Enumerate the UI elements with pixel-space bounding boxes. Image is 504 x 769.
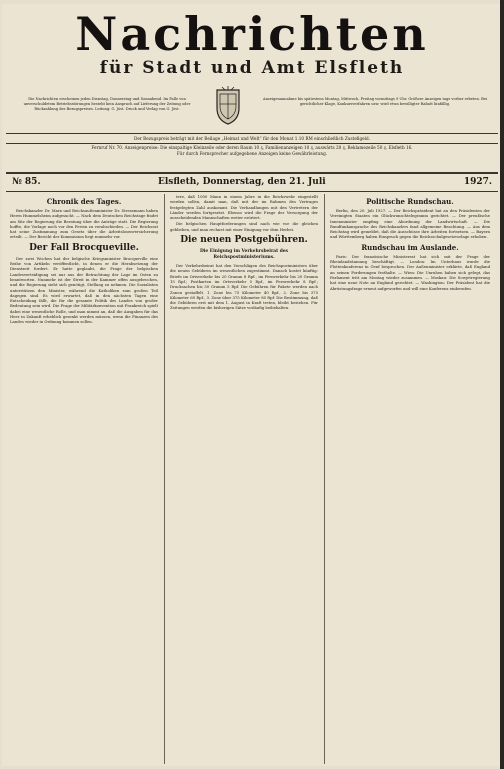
divider — [6, 143, 498, 144]
coat-of-arms-icon — [214, 86, 242, 126]
article-text: Reichskanzler Dr. Marx und Reichsaußenminister Dr. Stresemann haben Herrn Hummelsheim aufgesucht. — Nach dem Deutschen Reichstage findet am Sitz der Regierung die Beratung über die Anträge statt. Die Regierung hoffte, die Vorlage noch vor den Ferien zu verabschieden. — Der Reichsrat hat seine Zustimmung zum Gesetz über die Arbeitslosenversicherung erteilt. — Der Bericht der Kommission liegt nunmehr vor. — [10, 208, 158, 240]
subheadline-postgebuehren: Die Einigung im Verkehrsbeirat des Reichspostministeriums. — [199, 249, 289, 261]
advertising-rates: Fernruf Nr. 70. Anzeigenpreise: Die einspaltige Kleinzeile oder deren Raum 10 ₰, Familienanzeigen 10 ₰, auswärts 20 ₰, Reklamezeile 50 ₰. Elsfleth 16. — [91, 145, 413, 150]
dateline — [6, 175, 498, 189]
headline-rundschau-ausland: Rundschau im Auslande. — [361, 242, 459, 252]
column-1 — [10, 194, 158, 764]
article-text: Berlin, den 20. Juli 1927. — Der Reichspräsident hat an den Präsidenten der Vereinigten Staaten ein Glückwunschtelegramm gerichtet. — Der preußische Innenminister empfing eine Abordnung der Landwirtschaft. — Die Rundfunkansprache des Reichskanzlers fand allgemeine Beachtung. — Aus dem Reichstag wird gemeldet, daß die Ausschüsse ihre Arbeiten fortsetzen. — Bayern und Württemberg haben Einspruch gegen die Reichsschulgesetzvorlage erhoben. — [330, 208, 490, 240]
issue-place-date: Elsfleth, Donnerstag, den 21. Juli — [158, 177, 326, 187]
article-text: Die belgischen Hauptforderungen sind nach wie vor die gleichen geblieben, und man rechnet mit einer Einigung vor dem Herbst. — [170, 221, 318, 232]
article-text: Paris: Der französische Ministerrat hat sich mit der Frage der Rheinlandräumung beschäftigt. — London: Im Unterhaus wurde die Flottenkonferenz in Genf besprochen. Der Außenminister erklärte, daß England an seinen Forderungen festhalte. — Wien: Die Unruhen haben sich gelegt, das Parlament tritt am Montag wieder zusammen. — Moskau: Die Sowjetregierung hat eine neue Note an England gerichtet. — Washington: Der Präsident hat die Abrüstungsfrage erneut aufgeworfen und will eine Konferenz einberufen. — [330, 253, 490, 291]
headline-chronik: Chronik des Tages. — [46, 197, 122, 206]
headline-politische-rundschau: Politische Rundschau. — [366, 197, 454, 206]
masthead — [0, 8, 504, 78]
column-rule — [164, 194, 165, 764]
subscription-notice: Der Bezugspreis beträgt mit der Beilage „Heimat und Welt“ für den Monat 1.10 RM einschließlich Zustellgeld. — [134, 136, 370, 141]
header-right-notice: Anzeigenannahme bis spätestens Montag, Mittwoch, Freitag vormittags 9 Uhr. Größere Anzeigen tags vorher erbeten. Bei gerichtlicher Klage, Konkursverfahren usw. wird etwa bewilligter Rabatt hinfällig. — [263, 97, 487, 106]
divider — [6, 191, 498, 192]
header-left-notice: Die Nachrichten erscheinen jeden Dienstag, Donnerstag und Sonnabend. Im Falle von unverschuldetem Betriebsstörungen besteht kein Anspruch auf Lieferung der Zeitung oder Rückzahlung des Bezugspreises. Leitung: G. Jöst. Druck und Verlag von G. Jöst. — [23, 97, 191, 111]
article-text: tere, daß 1000 Mann in einem Jahre in die Reichswehr eingestellt werden sollen, damit man, daß mit der im Rahmen des Vertrages festgelegten Zahl auskommt. Die Verhandlungen mit den Vertretern der Länder werden fortgesetzt. Ebenso wird die Frage der Versorgung der ausscheidenden Mannschaften weiter erörtert. — [170, 194, 318, 221]
headline-postgebuehren: Die neuen Postgebühren. — [180, 235, 308, 246]
scan-edge — [500, 0, 504, 769]
masthead-title: Nachrichten — [75, 7, 429, 61]
column-3 — [330, 194, 490, 764]
column-2 — [170, 194, 318, 764]
issue-year: 1927. — [463, 177, 492, 187]
divider — [6, 172, 498, 174]
article-text: Der Verkehrsbeirat hat den Vorschlägen des Reichspostministers über die neuen Gebühren im wesentlichen zugestimmt. Danach kostet künftig: Briefe im Ortsverkehr bis 20 Gramm 8 Rpf., im Fernverkehr bis 20 Gramm 15 Rpf.; Postkarten im Ortsverkehr 5 Rpf., im Fernverkehr 8 Rpf.; Drucksachen bis 50 Gramm 5 Rpf. Die Gebühren für Pakete werden nach Zonen gestaffelt. 1. Zone bis 75 Kilometer 40 Rpf., 2. Zone bis 375 Kilometer 60 Rpf., 3. Zone über 375 Kilometer 80 Rpf. Die Bestimmung, daß die Gebühren erst mit dem 1. August in Kraft treten, bleibt bestehen. Für Zeitungen werden die bisherigen Sätze vorläufig beibehalten. — [170, 263, 318, 311]
masthead-subtitle: für Stadt und Amt Elsfleth — [99, 58, 405, 78]
headline-brocqueville: Der Fall Brocqueville. — [29, 242, 139, 253]
issue-number: № 85. — [12, 177, 41, 187]
divider — [6, 133, 498, 134]
column-rule — [324, 194, 325, 764]
advertising-disclaimer: Für durch Fernsprecher aufgegebene Anzeigen keine Gewährleistung. — [176, 151, 328, 156]
article-text: Der zwei Wochen hat der belgische Kriegsminister Brocqueville eine Reihe von Artikeln veröffentlicht, in denen er die Herabsetzung der Dienstzeit fordert. Er hatte geglaubt, die Frage der belgischen Landesverteidigung sei nur aus der Betrachtung der Lage im Osten zu beantworten. Nunmehr ist der Streit in der Kammer offen ausgebrochen, und die Regierung sieht sich genötigt, Stellung zu nehmen. Die Sozialisten unterstützen den Minister, während die Katholiken zum großen Teil dagegen sind. Es wird erwartet, daß in den nächsten Tagen eine Entscheidung fällt, die für die gesamte Politik des Landes von großer Bedeutung sein wird. Die Frage der Militärkonvention mit Frankreich spielt dabei eine wesentliche Rolle, und man nimmt an, daß die Ausgaben für das Heer in Zukunft erheblich gesenkt werden müssen, wenn die Finanzen des Landes wieder in Ordnung kommen sollen. — [10, 255, 158, 325]
